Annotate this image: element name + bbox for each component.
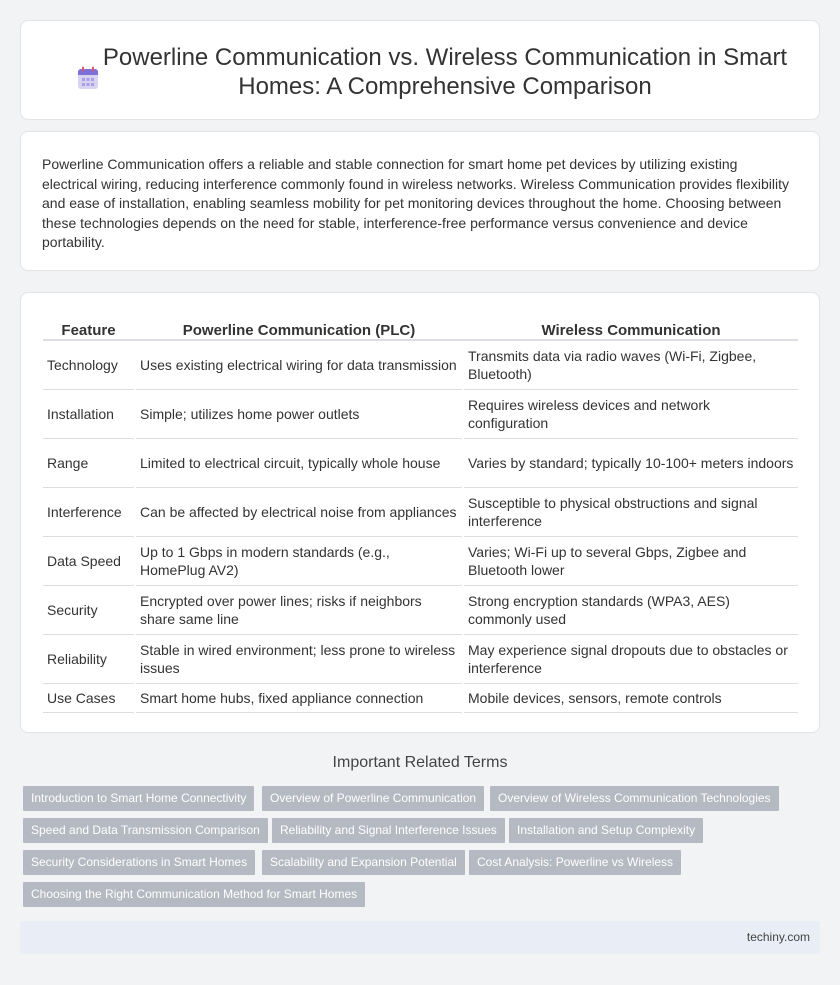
related-term-tag[interactable]: Speed and Data Transmission Comparison (23, 818, 268, 843)
table-row (43, 585, 798, 634)
intro-card (20, 131, 820, 271)
column-header-plc: Powerline Communication (PLC) (135, 314, 463, 340)
comparison-table (43, 314, 798, 713)
related-term-tag[interactable]: Scalability and Expansion Potential (262, 850, 465, 875)
row-wireless: Mobile devices, sensors, remote controls (463, 683, 798, 712)
related-term-tag[interactable]: Choosing the Right Communication Method for Smart Homes (23, 882, 365, 907)
column-header-feature: Feature (43, 314, 135, 340)
related-term-tag[interactable]: Overview of Wireless Communication Technologies (490, 786, 779, 811)
intro-text: Powerline Communication offers a reliable and stable connection for smart home pet devices by utilizing existing electrical wiring, reducing interference commonly found in wireless networks. Wireless Communication provides flexibility and ease of installation, enabling seamless mobility for pet monitoring devices throughout the home. Choosing between these technologies depends on the need for stable, interference-free performance versus convenience and device portability. (42, 156, 789, 251)
row-wireless: Varies; Wi-Fi up to several Gbps, Zigbee and Bluetooth lower (463, 536, 798, 585)
related-term-tag[interactable]: Installation and Setup Complexity (509, 818, 703, 843)
related-term-tag[interactable]: Reliability and Signal Interference Issues (272, 818, 505, 843)
row-feature: Security (43, 585, 135, 634)
row-plc: Simple; utilizes home power outlets (135, 389, 463, 438)
row-feature: Reliability (43, 634, 135, 683)
row-plc: Encrypted over power lines; risks if neighbors share same line (135, 585, 463, 634)
row-wireless: Susceptible to physical obstructions and signal interference (463, 487, 798, 536)
row-feature: Interference (43, 487, 135, 536)
row-plc: Smart home hubs, fixed appliance connection (135, 683, 463, 712)
row-plc: Up to 1 Gbps in modern standards (e.g., HomePlug AV2) (135, 536, 463, 585)
column-header-wireless: Wireless Communication (463, 314, 798, 340)
table-row (43, 536, 798, 585)
row-feature: Installation (43, 389, 135, 438)
row-feature: Range (43, 438, 135, 487)
footer (20, 921, 820, 954)
footer-site-link[interactable]: techiny.com (746, 930, 810, 944)
table-row (43, 487, 798, 536)
row-plc: Can be affected by electrical noise from appliances (135, 487, 463, 536)
row-plc: Uses existing electrical wiring for data transmission (135, 340, 463, 389)
related-term-tag[interactable]: Overview of Powerline Communication (262, 786, 484, 811)
table-row (43, 438, 798, 487)
table-row (43, 340, 798, 389)
related-terms-title: Important Related Terms (332, 754, 508, 771)
row-wireless: Transmits data via radio waves (Wi-Fi, Zigbee, Bluetooth) (463, 340, 798, 389)
row-plc: Stable in wired environment; less prone to wireless issues (135, 634, 463, 683)
table-row (43, 634, 798, 683)
related-term-tag[interactable]: Cost Analysis: Powerline vs Wireless (469, 850, 681, 875)
page-title: Powerline Communication vs. Wireless Communication in Smart Homes: A Comprehensive Comparison (102, 44, 788, 100)
row-feature: Data Speed (43, 536, 135, 585)
row-wireless: Varies by standard; typically 10-100+ meters indoors (463, 438, 798, 487)
row-feature: Use Cases (43, 683, 135, 712)
row-wireless: Strong encryption standards (WPA3, AES) commonly used (463, 585, 798, 634)
row-wireless: Requires wireless devices and network configuration (463, 389, 798, 438)
table-row (43, 389, 798, 438)
related-term-tag[interactable]: Security Considerations in Smart Homes (23, 850, 255, 875)
related-term-tag[interactable]: Introduction to Smart Home Connectivity (23, 786, 254, 811)
row-wireless: May experience signal dropouts due to obstacles or interference (463, 634, 798, 683)
comparison-table-card (20, 292, 820, 733)
row-feature: Technology (43, 340, 135, 389)
table-row (43, 683, 798, 712)
table-header-row (43, 314, 798, 340)
row-plc: Limited to electrical circuit, typically whole house (135, 438, 463, 487)
